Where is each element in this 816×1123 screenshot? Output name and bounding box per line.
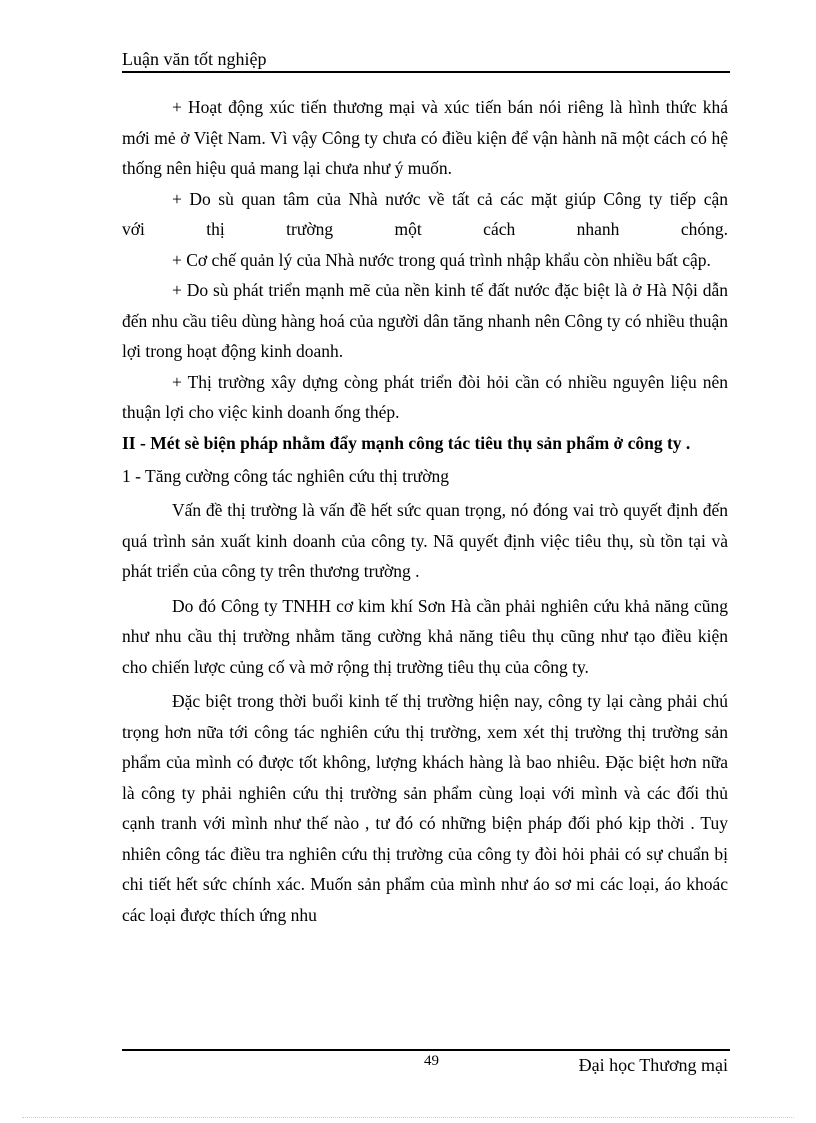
paragraph-market-study: Đặc biệt trong thời buổi kinh tế thị trường hiện nay, công ty lại càng phải chú trọng hơn nữa tới công tác nghiên cứu thị trường, xem xét thị trường thị trường sản phẩm của mình có được tốt không, lượng khách hàng là bao nhiêu. Đặc biệt hơn nữa là công ty phải nghiên cứu thị trường sản phẩm cùng loại với mình và các đối thủ cạnh tranh với mình như thế nào , tư đó có những biện pháp đối phó kịp thời . Tuy nhiên công tác điều tra nghiên cứu thị trường của công ty đòi hỏi phải có sự chuẩn bị chi tiết hết sức chính xác. Muốn sản phẩm của mình như áo sơ mi các loại, áo khoác các loại được thích ứng nhu <box>122 691 728 925</box>
paragraph-construction-market: + Thị trường xây dựng còng phát triển đòi hỏi cần có nhiều nguyên liệu nên thuận lợi cho việc kinh doanh ống thép. <box>122 371 728 422</box>
paragraph-promotion: + Hoạt động xúc tiến thương mại và xúc tiến bán nói riêng là hình thức khá mới mẻ ở Việt Nam. Vì vậy Công ty chưa có điều kiện để vận hành nã một cách có hệ thống nên hiệu quả mang lại chưa như ý muốn. <box>122 97 728 178</box>
page-edge-dotted-line <box>22 1117 794 1118</box>
paragraph-management-mechanism: + Cơ chế quản lý của Nhà nước trong quá trình nhập khẩu còn nhiều bất cập. <box>172 249 711 270</box>
running-header: Luận văn tốt nghiệp <box>122 49 267 69</box>
subsection-heading-1: 1 - Tăng cường công tác nghiên cứu thị trường <box>122 465 450 486</box>
footer-rule <box>122 1049 730 1051</box>
paragraph-state-support-line2: với thị trường một cách nhanh chóng. <box>122 219 728 239</box>
footer-institution: Đại học Thương mại <box>578 1055 728 1075</box>
paragraph-company-research: Do đó Công ty TNHH cơ kim khí Sơn Hà cần phải nghiên cứu khả năng cũng như nhu cầu thị trường nhằm tăng cường khả năng tiêu thụ cũng như tạo điều kiện cho chiến lược củng cố và mở rộng thị trường tiêu thụ của công ty. <box>122 595 728 677</box>
paragraph-economic-growth: + Do sù phát triển mạnh mẽ của nền kinh tế đất nước đặc biệt là ở Hà Nội dẫn đến nhu cầu tiêu dùng hàng hoá của người dân tăng nhanh nên Công ty có nhiều thuận lợi trong hoạt động kinh doanh. <box>122 280 728 361</box>
header-rule <box>122 71 730 73</box>
section-heading-ii: II - Mét sè biện pháp nhằm đẩy mạnh công tác tiêu thụ sản phẩm ở công ty . <box>122 432 691 453</box>
page-number: 49 <box>424 1053 439 1069</box>
paragraph-state-support-line1: + Do sù quan tâm của Nhà nước về tất cả các mặt giúp Công ty tiếp cận <box>172 188 728 209</box>
document-body <box>122 92 728 930</box>
paragraph-market-importance: Vấn đề thị trường là vấn đề hết sức quan trọng, nó đóng vai trò quyết định đến quá trình sản xuất kinh doanh của công ty. Nã quyết định việc tiêu thụ, sù tồn tại và phát triển của công ty trên thương trường . <box>122 500 728 581</box>
